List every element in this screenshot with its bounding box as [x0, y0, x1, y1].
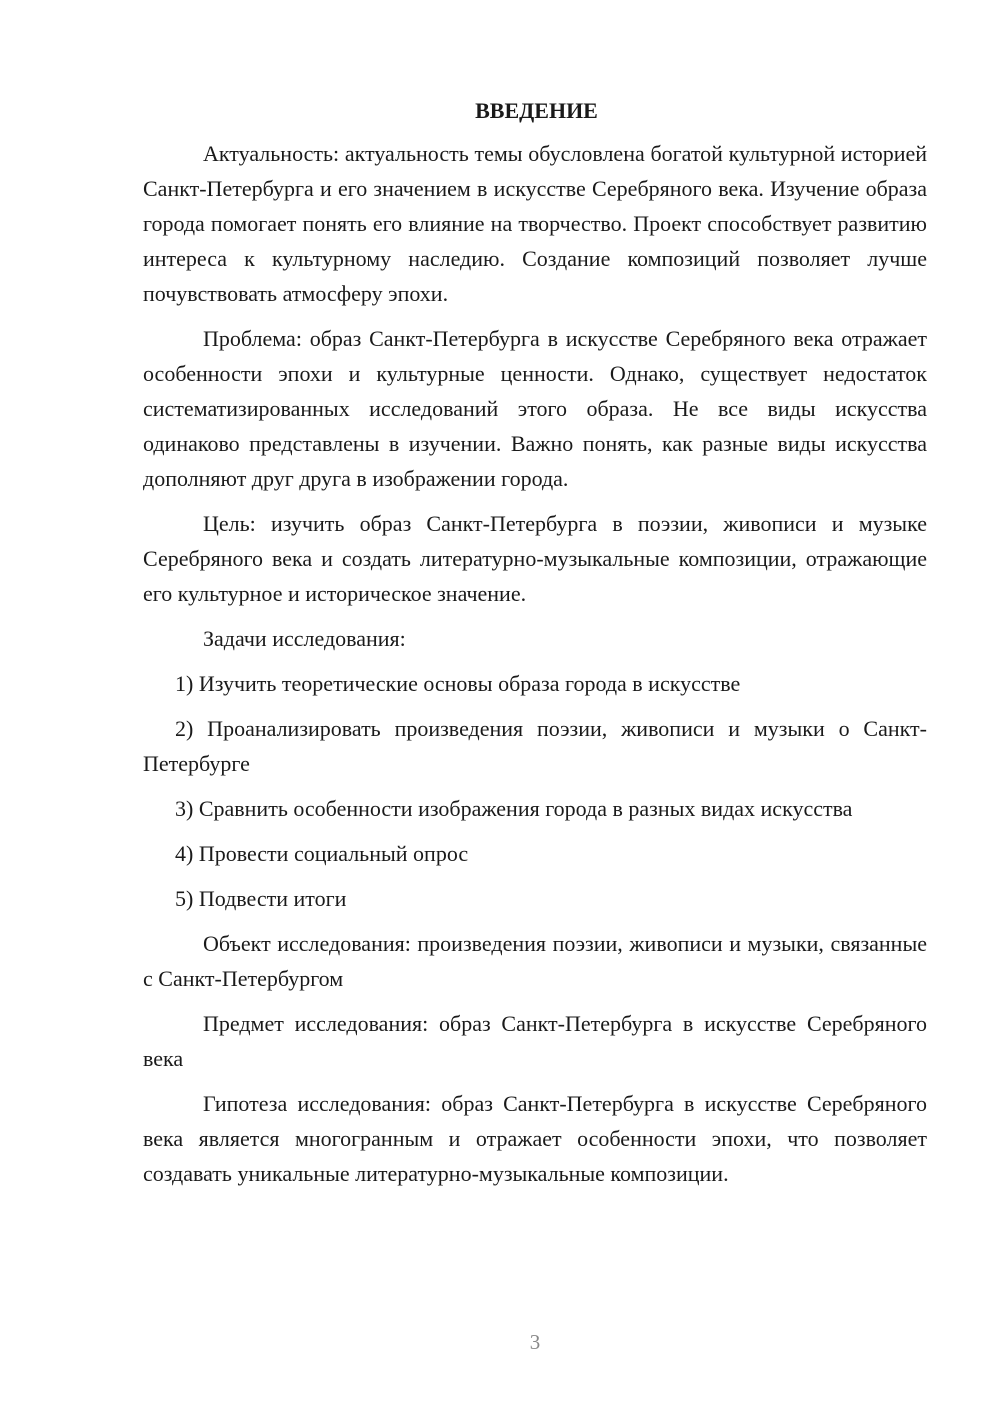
tasks-heading: Задачи исследования:	[203, 626, 406, 651]
task-item-1: 1) Изучить теоретические основы образа города в искусстве	[175, 671, 741, 696]
problem-paragraph: Проблема: образ Санкт-Петербурга в искусстве Серебряного века отражает особенности эпохи и культурные ценности. Однако, существует недостаток систематизированных исследований этого образа. Не все виды искусства одинаково представлены в изучении. Важно понять, как разные виды искусства дополняют друг друга в изображении города.	[143, 326, 927, 491]
relevance-paragraph: Актуальность: актуальность темы обусловлена богатой культурной историей Санкт-Петербурга и его значением в искусстве Серебряного века. Изучение образа города помогает понять его влияние на творчество. Проект способствует развитию интереса к культурному наследию. Создание композиций позволяет лучше почувствовать атмосферу эпохи.	[143, 141, 927, 306]
section-title: ВВЕДЕНИЕ	[475, 98, 598, 123]
page-content	[143, 93, 927, 1191]
task-item-2: 2) Проанализировать произведения поэзии, живописи и музыки о Санкт-Петербурге	[143, 716, 927, 776]
hypothesis-paragraph: Гипотеза исследования: образ Санкт-Петербурга в искусстве Серебряного века является многогранным и отражает особенности эпохи, что позволяет создавать уникальные литературно-музыкальные композиции.	[143, 1091, 927, 1186]
goal-paragraph: Цель: изучить образ Санкт-Петербурга в поэзии, живописи и музыке Серебряного века и создать литературно-музыкальные композиции, отражающие его культурное и историческое значение.	[143, 511, 927, 606]
object-paragraph: Объект исследования: произведения поэзии, живописи и музыки, связанные с Санкт-Петербургом	[143, 931, 927, 991]
subject-paragraph: Предмет исследования: образ Санкт-Петербурга в искусстве Серебряного века	[143, 1011, 927, 1071]
task-item-3: 3) Сравнить особенности изображения города в разных видах искусства	[175, 796, 853, 821]
task-item-5: 5) Подвести итоги	[175, 886, 347, 911]
task-item-4: 4) Провести социальный опрос	[175, 841, 469, 866]
page-number: 3	[529, 1330, 541, 1354]
